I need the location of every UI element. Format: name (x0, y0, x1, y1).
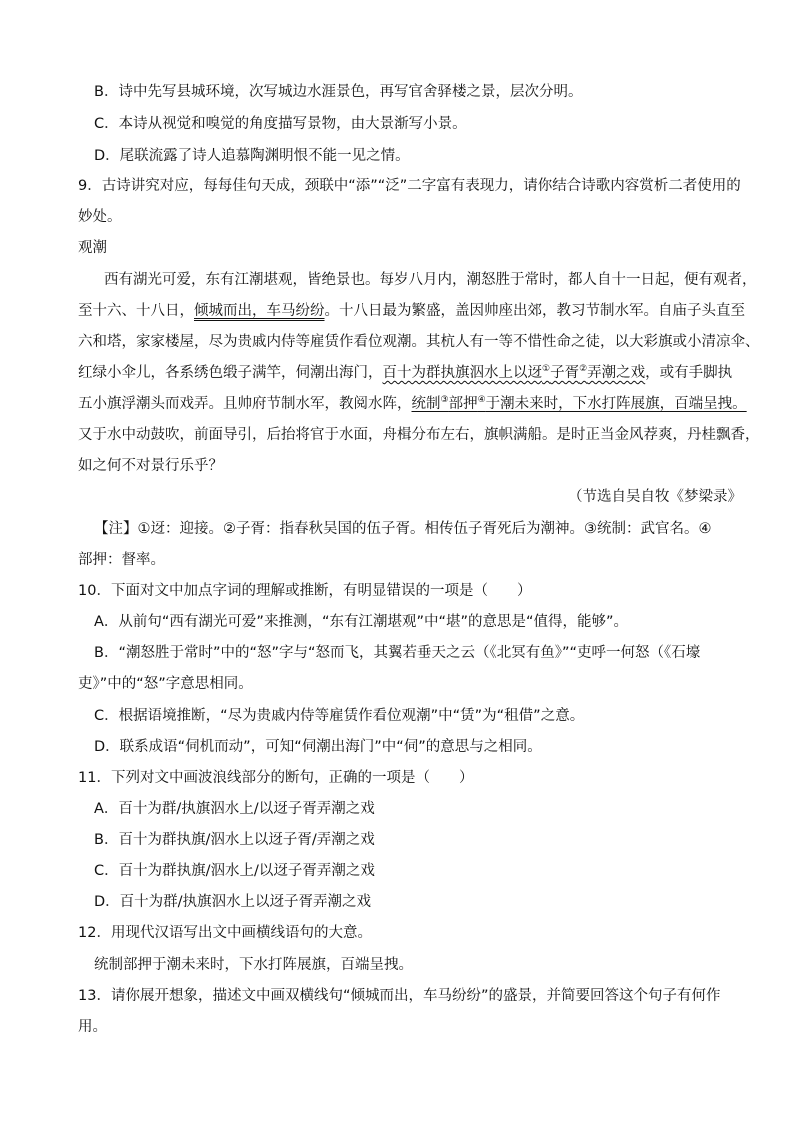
q8-option-d: D．尾联流露了诗人追慕陶渊明恨不能一见之情。 (94, 148, 410, 164)
passage-line-5 (78, 394, 747, 414)
note-marker-4: ④ (477, 395, 486, 406)
q12-stem: 12．用现代汉语写出文中画横线语句的大意。 (78, 925, 372, 941)
note-marker-2: ② (579, 364, 588, 375)
wavy-text: 弄潮之戏 (587, 365, 646, 381)
q9-stem-line1: 9．古诗讲究对应，每每佳句天成，颈联中“添”“泛”二字富有表现力，请你结合诗歌内容赏析二者使用的 (78, 178, 741, 194)
q8-option-c: C．本诗从视觉和嗅觉的角度描写景物，由大景渐写小景。 (94, 116, 467, 132)
q11-option-c: C．百十为群执旗/泅水上/以迓子胥弄潮之戏 (94, 863, 375, 879)
passage-line-2 (78, 301, 745, 321)
wavy-text: 子胥 (550, 365, 580, 381)
notes-line1: 【注】①迓：迎接。②子胥：指春秋吴国的伍子胥。相传伍子胥死后为潮神。③统制：武官名。④ (94, 521, 712, 537)
q11-option-b: B．百十为群执旗/泅水上以迓子胥/弄潮之戏 (94, 832, 375, 848)
q11-option-d: D．百十为群/执旗泅水上以迓子胥弄潮之戏 (94, 894, 372, 910)
q10-option-d: D．联系成语“伺机而动”，可知“伺潮出海门”中“伺”的意思与之相同。 (94, 739, 542, 755)
passage-line-3: 六和塔，家家楼屋，尽为贵戚内侍等雇赁作看位观潮。其杭人有一等不惜性命之徒，以大彩旗或小清凉伞、 (78, 334, 760, 350)
q11-option-a: A．百十为群/执旗泅水上/以迓子胥弄潮之戏 (94, 801, 375, 817)
q12-sentence: 统制部押于潮未来时，下水打阵展旗，百端呈拽。 (94, 957, 413, 973)
q9-stem-line2: 妙处。 (78, 209, 122, 225)
passage-text: 五小旗浮潮头而戏弄。且帅府节制水军，教阅水阵， (78, 396, 412, 412)
underlined-text: 于潮未来时，下水打阵展旗，百端呈拽。 (485, 396, 747, 412)
q10-option-a: A．从前句“西有湖光可爱”来推测，“东有江潮堪观”中“堪”的意思是“值得，能够”。 (94, 614, 629, 630)
passage-title: 观潮 (78, 240, 107, 256)
passage-source: （节选自吴自牧《梦梁录》 (568, 489, 742, 505)
q11-stem: 11．下列对文中画波浪线部分的断句，正确的一项是（ ） (78, 770, 474, 786)
q10-stem: 10．下面对文中加点字词的理解或推断，有明显错误的一项是（ ） (78, 583, 532, 599)
q10-option-b-line2: 吏》”中的“怒”字意思相同。 (78, 676, 253, 692)
passage-text: 至十六、十八日， (78, 303, 194, 319)
underlined-text: 统制 (411, 396, 441, 412)
wavy-underlined-phrase (383, 365, 646, 381)
underlined-sentence (412, 396, 747, 412)
q13-stem-line1: 13．请你展开想象，描述文中画双横线句“倾城而出，车马纷纷”的盛景，并简要回答这个句子有何作 (78, 988, 721, 1004)
q13-stem-line2: 用。 (78, 1019, 107, 1035)
double-underlined-phrase: 倾城而出，车马纷纷 (194, 303, 325, 319)
passage-line-1: 西有湖光可爱，东有江潮堪观，皆绝景也。每岁八月内，潮怒胜于常时，都人自十一日起，便有观者， (104, 272, 757, 288)
q10-option-b-line1: B．“潮怒胜于常时”中的“怒”字与“怒而飞，其翼若垂天之云（《北冥有鱼》”“吏呼一何怒（《石壕 (94, 645, 701, 661)
passage-text: ，或有手脚执 (645, 365, 733, 381)
q8-option-b: B．诗中先写县城环境，次写城边水涯景色，再写官舍驿楼之景，层次分明。 (94, 84, 583, 100)
note-marker-1: ① (542, 364, 551, 375)
passage-line-7: 如之何不对景行乐乎？ (78, 458, 223, 474)
note-marker-3: ③ (440, 395, 449, 406)
passage-text: 红绿小伞儿，各系绣色缎子满竿，伺潮出海门， (78, 365, 383, 381)
passage-line-6: 又于水中动鼓吹，前面导引，后抬将官于水面，舟楫分布左右，旗帜满船。是时正当金风荐爽，丹桂飘香， (78, 427, 760, 443)
q10-option-c: C．根据语境推断，“尽为贵戚内侍等雇赁作看位观潮”中“赁”为“租借”之意。 (94, 708, 585, 724)
passage-line-4 (78, 363, 732, 383)
underlined-text: 部押 (448, 396, 478, 412)
wavy-text: 百十为群执旗泅水上以迓 (382, 365, 542, 381)
notes-line2: 部押：督率。 (78, 552, 165, 568)
passage-text: 。十八日最为繁盛，盖因帅座出郊，教习节制水军。自庙子头直至 (324, 303, 745, 319)
